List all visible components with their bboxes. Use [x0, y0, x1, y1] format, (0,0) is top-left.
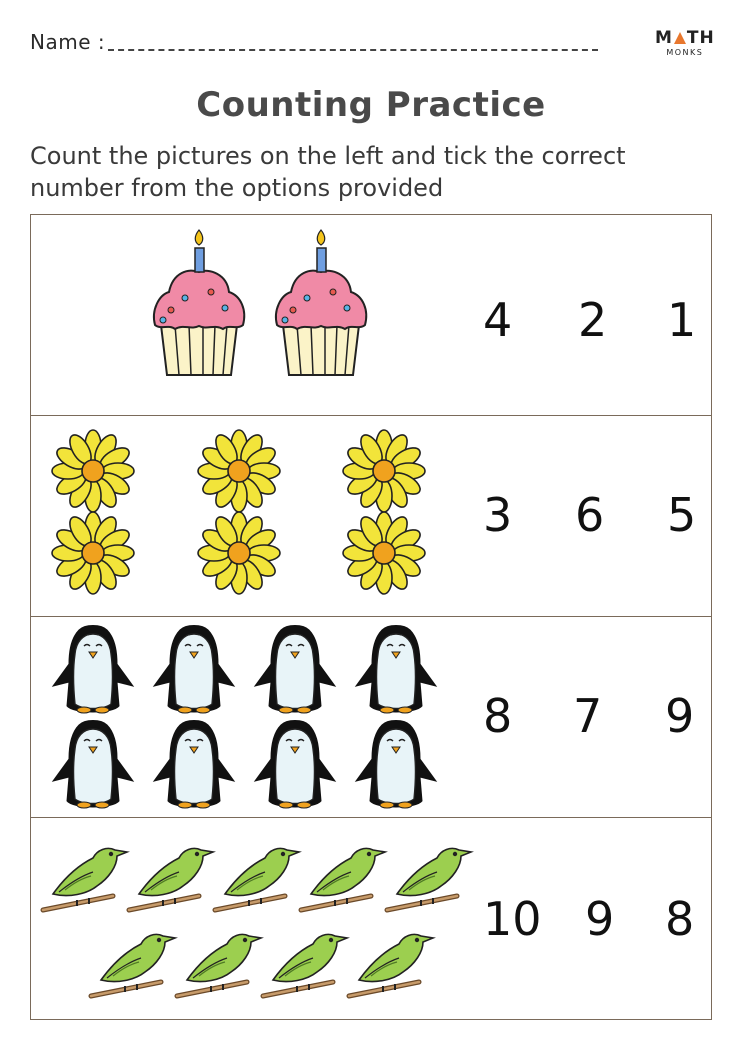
bird-icon	[91, 934, 175, 996]
option-2[interactable]: 6	[575, 488, 605, 542]
penguin-icon	[356, 721, 436, 809]
penguin-icon	[154, 626, 234, 714]
flowers-group	[31, 416, 481, 617]
option-3[interactable]: 1	[667, 293, 697, 347]
row-cupcakes	[31, 215, 711, 416]
flower-icon	[52, 512, 134, 594]
logo-text-th: TH	[686, 28, 715, 48]
birds-group	[31, 818, 481, 1019]
option-3[interactable]: 8	[665, 892, 695, 946]
penguin-icon	[255, 721, 335, 809]
cupcake-icon	[154, 230, 244, 375]
bird-icon	[263, 934, 347, 996]
option-2[interactable]: 2	[578, 293, 608, 347]
counting-table	[30, 214, 712, 1020]
row-birds	[31, 818, 711, 1019]
bird-icon	[215, 848, 299, 910]
bird-icon	[301, 848, 385, 910]
flower-icon	[52, 430, 134, 512]
logo-text-m: M	[655, 28, 673, 48]
picture-area	[31, 818, 481, 1019]
picture-area	[31, 416, 481, 617]
bird-icon	[387, 848, 471, 910]
option-2[interactable]: 9	[585, 892, 615, 946]
picture-area	[31, 215, 481, 416]
option-2[interactable]: 7	[573, 689, 603, 743]
bird-icon	[177, 934, 261, 996]
penguin-icon	[255, 626, 335, 714]
picture-area	[31, 617, 481, 818]
row-penguins	[31, 617, 711, 818]
row-flowers	[31, 416, 711, 617]
penguin-icon	[53, 626, 133, 714]
penguin-icon	[154, 721, 234, 809]
worksheet-title: Counting Practice	[196, 85, 546, 125]
flower-icon	[198, 512, 280, 594]
option-3[interactable]: 5	[667, 488, 697, 542]
logo-triangle-icon	[674, 32, 686, 44]
logo-subtitle: MONKS	[666, 48, 704, 57]
penguins-group	[31, 617, 481, 818]
cupcake-icon	[276, 230, 366, 375]
bird-icon	[43, 848, 127, 910]
name-field[interactable]	[108, 49, 598, 51]
option-1[interactable]: 8	[483, 689, 513, 743]
penguin-icon	[356, 626, 436, 714]
flower-icon	[343, 512, 425, 594]
name-label: Name :	[30, 30, 106, 54]
cupcakes-group	[31, 215, 481, 416]
option-3[interactable]: 9	[665, 689, 695, 743]
flower-icon	[343, 430, 425, 512]
math-monks-logo	[655, 30, 715, 57]
option-1[interactable]: 10	[483, 892, 542, 946]
bird-icon	[349, 934, 433, 996]
penguin-icon	[53, 721, 133, 809]
bird-icon	[129, 848, 213, 910]
option-1[interactable]: 4	[483, 293, 513, 347]
flower-icon	[198, 430, 280, 512]
option-1[interactable]: 3	[483, 488, 513, 542]
instructions: Count the pictures on the left and tick the correct number from the options provided	[30, 142, 626, 202]
